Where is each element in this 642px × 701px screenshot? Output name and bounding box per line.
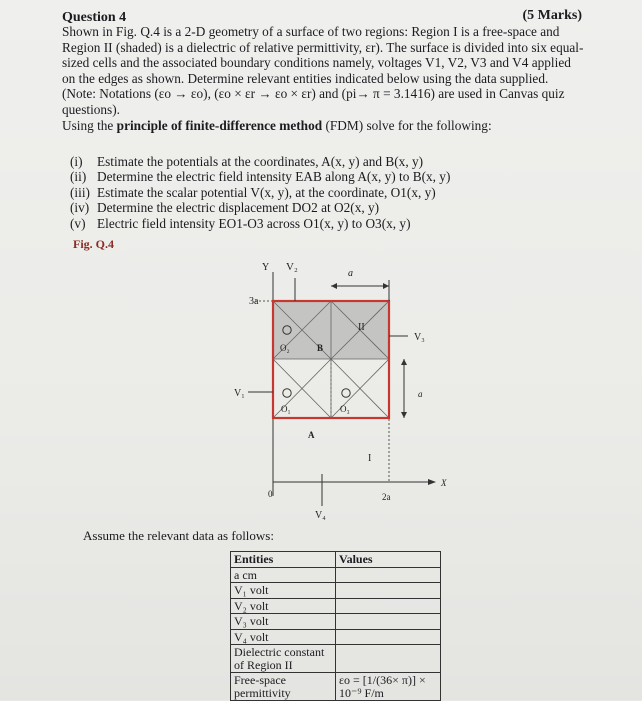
v1-label: V₁ <box>234 388 245 399</box>
v2-label: V₂ <box>286 261 298 273</box>
table-cell: V₄ volt <box>231 629 336 645</box>
table-row <box>231 645 441 673</box>
question-title: Question 4 <box>62 10 127 25</box>
task-text: Estimate the scalar potential V(x, y), at the coordinate, O1(x, y) <box>97 184 436 200</box>
method-post: (FDM) solve for the following: <box>325 117 492 133</box>
region-1-label: I <box>368 453 372 464</box>
table-cell <box>336 567 441 583</box>
o1-label: O₁ <box>281 404 291 414</box>
figure-label: Fig. Q.4 <box>73 237 114 251</box>
table-row <box>231 583 441 599</box>
table-cell: a cm <box>231 567 336 583</box>
table-header: Entities <box>231 552 336 568</box>
intro-text: Shown in Fig. Q.4 is a 2-D geometry of a surface of two regions: Region I is a free-space and Region II (shaded) is a dielectric of relative permittivity, εr). The surface is divided into six equal-sized cells and the associated boundary conditions namely, voltages V1, V2, V3 and V4 applied on the edges as shown. Determine relevant entities indicated below using the data supplied. (Note: Notations (εo → εo), (εo × εr → εo × εr) and (pi→ π = 3.1416) are used in Canvas quiz questions). <box>62 24 584 117</box>
point-a-label: A <box>308 430 315 440</box>
task-text: Electric field intensity EO1-O3 across O1(x, y) to O3(x, y) <box>97 215 411 231</box>
o3-label: O₃ <box>340 404 350 414</box>
table-cell <box>336 598 441 614</box>
assume-text: Assume the relevant data as follows: <box>83 528 274 543</box>
task-text: Determine the electric field intensity EAB along A(x, y) to B(x, y) <box>97 169 451 185</box>
node-o3 <box>342 389 350 397</box>
table-row <box>231 598 441 614</box>
task-text: Estimate the potentials at the coordinates, A(x, y) and B(x, y) <box>97 154 424 169</box>
table-row <box>231 567 441 583</box>
node-o1 <box>283 389 291 397</box>
table-header-row <box>231 552 441 568</box>
dim-a-right-label: a <box>418 389 423 399</box>
table-row <box>231 614 441 630</box>
o2-label: O₂ <box>280 343 290 353</box>
table-cell: V₂ volt <box>231 598 336 614</box>
table-header: Values <box>336 552 441 568</box>
task-num: (v) <box>70 215 86 231</box>
dim-3a-label: 3a <box>249 296 259 307</box>
method-bold: principle of finite-difference method <box>116 117 323 133</box>
table-cell: Free-space permittivity <box>231 673 336 701</box>
origin-label: 0 <box>268 489 273 499</box>
point-b-label: B <box>317 343 324 353</box>
table-row <box>231 673 441 701</box>
data-table <box>230 551 441 701</box>
table-row <box>231 629 441 645</box>
table-cell: εo = [1/(36× π)] × 10⁻⁹ F/m <box>336 673 441 701</box>
task-num: (iii) <box>70 184 90 200</box>
dim-a-top-label: a <box>348 268 353 279</box>
method-pre: Using the <box>62 117 114 133</box>
axis-x-label: X <box>441 478 447 488</box>
region-2-label: II <box>358 322 365 333</box>
v3-label: V₃ <box>414 332 425 343</box>
x-axis-arrow <box>428 479 436 485</box>
table-cell: Dielectric constant of Region II <box>231 645 336 673</box>
table-cell: V₃ volt <box>231 614 336 630</box>
task-num: (ii) <box>70 169 87 185</box>
table-cell: V₁ volt <box>231 583 336 599</box>
task-num: (i) <box>70 154 83 169</box>
table-cell <box>336 629 441 645</box>
table-cell <box>336 614 441 630</box>
dim-2a-label: 2a <box>382 492 391 502</box>
axis-y-label: Y <box>262 262 270 273</box>
marks-label: (5 Marks) <box>522 8 582 23</box>
v4-label: V₄ <box>315 510 326 520</box>
table-cell <box>336 583 441 599</box>
cell-grid <box>273 301 389 418</box>
task-num: (iv) <box>70 200 90 216</box>
table-cell <box>336 645 441 673</box>
task-text: Determine the electric displacement DO2 at O2(x, y) <box>97 200 380 216</box>
